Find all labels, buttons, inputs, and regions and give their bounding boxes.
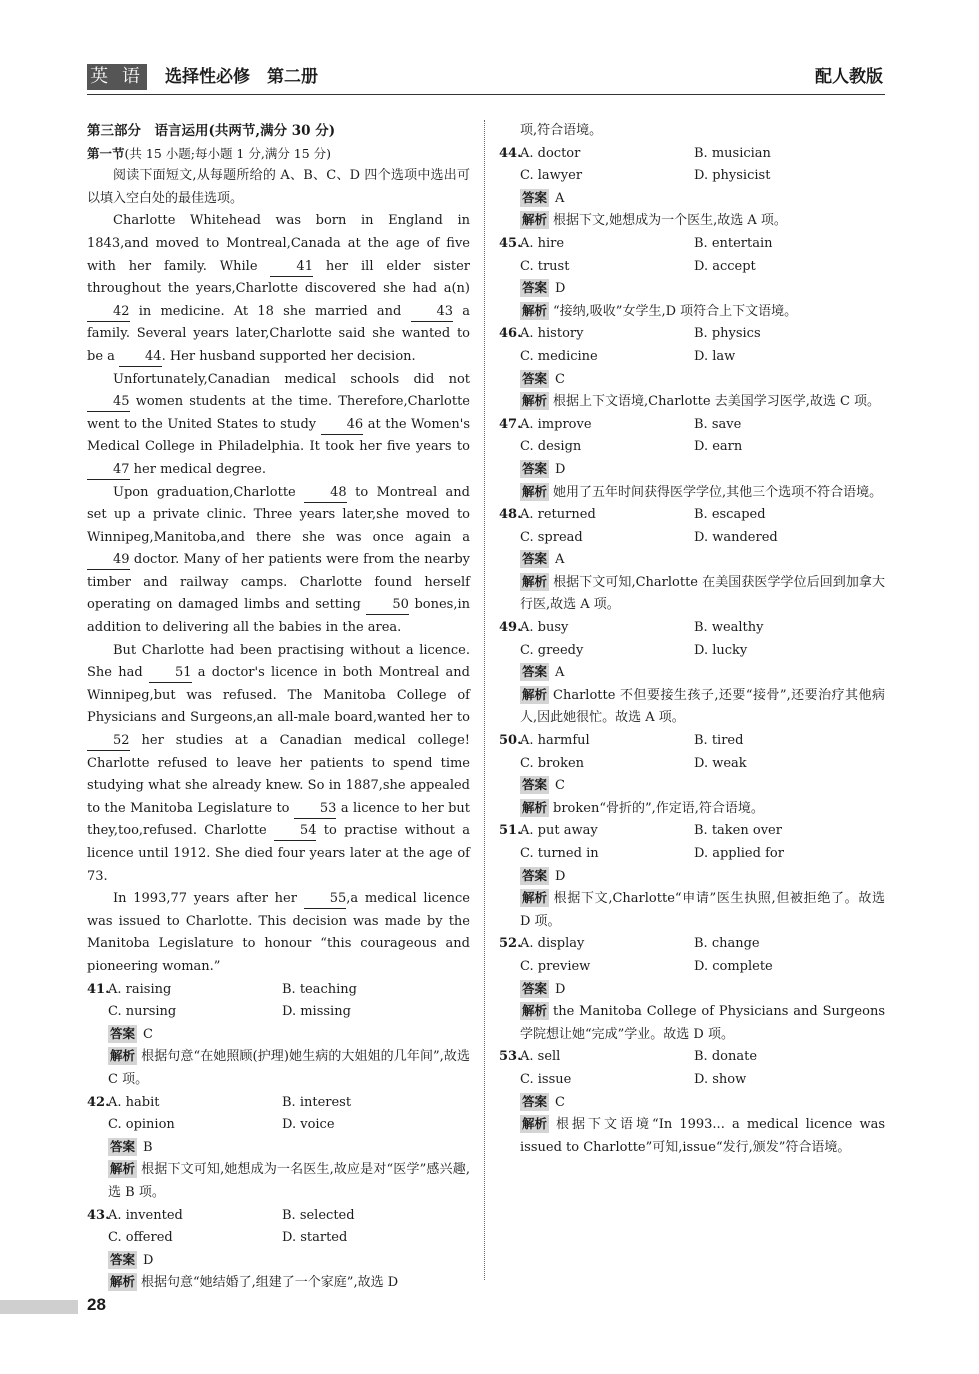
blank-46: 46 xyxy=(321,416,364,435)
answer-line: 答案 C xyxy=(522,777,565,794)
question-51: 51. A. put away B. taken over C. turned in D. applied for 答案 D 解析 根据下文,Charlotte“申请”医生执照,但被拒绝了。故选 D 项。 xyxy=(499,820,885,933)
analysis-line: 解析 根据下文可知,她想成为一名医生,故应是对“医学”感兴趣,选 B 项。 xyxy=(108,1161,470,1200)
instruction: 阅读下面短文,从每题所给的 A、B、C、D 四个选项中选出可以填入空白处的最佳选项。 xyxy=(87,168,470,206)
question-43: 43. A. invented B. selected C. offered D. started 答案 D 解析 根据句意“她结婚了,组建了一个家庭”,故选 D xyxy=(87,1205,470,1295)
passage-paragraph: But Charlotte had been practising without a licence. She had 51 a doctor's licence in both Montreal and Winnipeg,but was refused. The Manitoba College of Physicians and Surgeons,an all-male board,wanted her to 52 her studies at a Canadian medical college! Charlotte refused to leave her patients to spend time studying what she already knew. So in 1887,she appealed to the Manitoba Legislature to 53 a licence to her but they,too,refused. Charlotte 54 to practise without a licence until 1912. She died four years later at the age of 73. xyxy=(87,642,470,884)
blank-54: 54 xyxy=(274,822,317,841)
analysis-line: 解析 根据下文,她想成为一个医生,故选 A 项。 xyxy=(522,212,787,229)
analysis-line: 解析 根据下文可知,Charlotte 在美国获医学学位后回到加拿大行医,故选 A 项。 xyxy=(520,573,885,613)
blank-48: 48 xyxy=(304,484,347,503)
answer-line: 答案 B xyxy=(110,1138,153,1155)
page-number: 28 xyxy=(87,1295,106,1314)
analysis-line: 解析 the Manitoba College of Physicians and Surgeons 学院想让她“完成”学业。故选 D 项。 xyxy=(520,1003,885,1042)
analysis-line: 解析 Charlotte 不但要接生孩子,还要“接骨”,还要治疗其他病人,因此她很忙。故选 A 项。 xyxy=(520,686,885,726)
answer-line: 答案 C xyxy=(522,1093,565,1110)
blank-49: 49 xyxy=(87,551,130,570)
question-44: 44. A. doctor B. musician C. lawyer D. physicist 答案 A 解析 根据下文,她想成为一个医生,故选 A 项。 xyxy=(499,143,885,233)
answer-line: 答案 A xyxy=(522,664,565,681)
blank-50: 50 xyxy=(366,596,409,615)
question-45: 45. A. hire B. entertain C. trust D. accept 答案 D 解析 “接纳,吸收”女学生,D 项符合上下文语境。 xyxy=(499,233,885,323)
answer-line: 答案 A xyxy=(522,189,565,206)
question-47: 47. A. improve B. save C. design D. earn 答案 D 解析 她用了五年时间获得医学学位,其他三个选项不符合语境。 xyxy=(499,414,885,504)
blank-45: 45 xyxy=(87,393,130,412)
analysis-line: 解析 broken“骨折的”,作定语,符合语境。 xyxy=(522,799,764,816)
question-53: 53. A. sell B. donate C. issue D. show 答案 C 解析 根据下文语境“In 1993... a medical licence was issued to Charlotte”可知,issue“发行,颁发”符合语境。 xyxy=(499,1046,885,1159)
analysis-line: 解析 根据句意“她结婚了,组建了一个家庭”,故选 D xyxy=(110,1274,399,1291)
blank-44: 44 xyxy=(119,348,162,367)
footer-bar xyxy=(0,1300,78,1314)
column-divider xyxy=(484,120,485,1280)
question-50: 50. A. harmful B. tired C. broken D. weak 答案 C 解析 broken“骨折的”,作定语,符合语境。 xyxy=(499,730,885,820)
right-column xyxy=(499,120,885,1159)
blank-51: 51 xyxy=(149,664,192,683)
question-41: 41. A. raising B. teaching C. nursing D. missing 答案 C 解析 根据句意“在她照顾(护理)她生病的大姐姐的几年间”,故选 C 项。 xyxy=(87,979,470,1092)
blank-47: 47 xyxy=(87,461,130,480)
blank-42: 42 xyxy=(87,303,130,322)
question-42: 42. A. habit B. interest C. opinion D. voice 答案 B 解析 根据下文可知,她想成为一名医生,故应是对“医学”感兴趣,选 B 项。 xyxy=(87,1092,470,1205)
answer-line: 答案 D xyxy=(522,867,566,884)
question-48: 48. A. returned B. escaped C. spread D. wandered 答案 A 解析 根据下文可知,Charlotte 在美国获医学学位后回到加拿大行医,故选 A 项。 xyxy=(499,504,885,617)
question-52: 52. A. display B. change C. preview D. complete 答案 D 解析 the Manitoba College of Physicians and Surgeons 学院想让她“完成”学业。故选 D 项。 xyxy=(499,933,885,1046)
blank-52: 52 xyxy=(87,732,130,751)
blank-41: 41 xyxy=(270,258,313,277)
answer-line: 答案 D xyxy=(110,1251,154,1268)
blank-55: 55 xyxy=(304,890,347,909)
answer-line: 答案 D xyxy=(522,980,566,997)
question-46: 46. A. history B. physics C. medicine D. law 答案 C 解析 根据上下文语境,Charlotte 去美国学习医学,故选 C 项。 xyxy=(499,323,885,413)
edition-label: 配人教版 xyxy=(815,67,883,87)
passage-paragraph: Charlotte Whitehead was born in England in 1843,and moved to Montreal,Canada at the age of five with her family. While 41 her ill elder sister throughout the years,Charlotte discovered she had a(n) 42 in medicine. At 18 she married and 43 a family. Several years later,Charlotte said she wanted to be a 44. Her husband supported her decision. xyxy=(87,210,470,368)
analysis-continuation: 项,符合语境。 xyxy=(520,123,603,138)
answer-line: 答案 A xyxy=(522,551,565,568)
analysis-line: 解析 她用了五年时间获得医学学位,其他三个选项不符合语境。 xyxy=(522,483,883,500)
answer-line: 答案 C xyxy=(110,1025,153,1042)
left-column xyxy=(87,120,470,1295)
subject-badge: 英 语 xyxy=(87,64,147,90)
section-title: 第三部分 语言运用(共两节,满分 30 分) xyxy=(87,123,336,139)
book-title: 选择性必修 第二册 xyxy=(165,67,318,87)
passage-paragraph: Upon graduation,Charlotte 48 to Montreal and set up a private clinic. Three years later,she moved to Winnipeg,Manitoba,and there she was once again a 49 doctor. Many of her patients were from the nearby timber and railway camps. Charlotte found herself operating on damaged limbs and setting 50 bones,in addition to delivering all the babies in the area. xyxy=(87,484,470,636)
question-49: 49. A. busy B. wealthy C. greedy D. lucky 答案 A 解析 Charlotte 不但要接生孩子,还要“接骨”,还要治疗其他病人,因此她很忙。故选 A 项。 xyxy=(499,617,885,730)
blank-53: 53 xyxy=(294,800,337,819)
analysis-line: 解析 根据下文语境“In 1993... a medical licence was issued to Charlotte”可知,issue“发行,颁发”符合语境。 xyxy=(520,1116,885,1155)
analysis-line: 解析 根据上下文语境,Charlotte 去美国学习医学,故选 C 项。 xyxy=(522,393,881,410)
answer-line: 答案 D xyxy=(522,280,566,297)
blank-43: 43 xyxy=(411,303,454,322)
passage-paragraph: Unfortunately,Canadian medical schools did not 45 women students at the time. Therefore,Charlotte went to the United States to study 46 at the Women's Medical College in Philadelphia. It took her five years to 47 her medical degree. xyxy=(87,369,470,482)
analysis-line: 解析 “接纳,吸收”女学生,D 项符合上下文语境。 xyxy=(522,302,798,319)
answer-line: 答案 C xyxy=(522,370,565,387)
page-header xyxy=(87,62,885,95)
analysis-line: 解析 根据句意“在她照顾(护理)她生病的大姐姐的几年间”,故选 C 项。 xyxy=(108,1048,470,1087)
answer-line: 答案 D xyxy=(522,460,566,477)
passage-paragraph: In 1993,77 years after her 55,a medical licence was issued to Charlotte. This decision was made by the Manitoba Legislature to honour “this courageous and pioneering woman.” xyxy=(87,891,470,974)
analysis-line: 解析 根据下文,Charlotte“申请”医生执照,但被拒绝了。故选 D 项。 xyxy=(520,890,885,929)
section-subtitle: 第一节(共 15 小题;每小题 1 分,满分 15 分) xyxy=(87,145,332,161)
